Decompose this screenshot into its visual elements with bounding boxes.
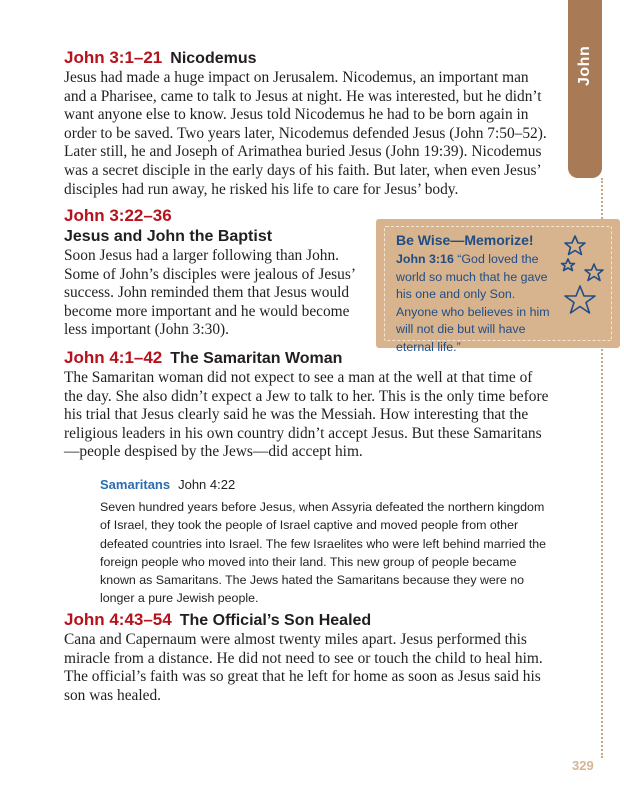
scripture-reference: John 3:22–36 xyxy=(64,206,172,225)
scripture-reference: John 4:1–42 xyxy=(64,348,163,367)
section-title: Nicodemus xyxy=(170,50,257,67)
note-heading xyxy=(100,476,554,494)
memorize-reference: John 3:16 xyxy=(396,252,454,266)
memorize-verse-text: “God loved the world so much that he gave his one and only Son. Anyone who believes in him will not die but will have eternal life.” xyxy=(396,252,550,354)
section-title: The Samaritan Woman xyxy=(170,350,343,367)
section-heading xyxy=(64,610,554,631)
note-title: Samaritans xyxy=(100,477,171,492)
section-body: Soon Jesus had a larger following than John. Some of John’s disciples were jealous of Jesus’ success. John reminded them that Jesus would become more important and he would become less important (John 3:30). xyxy=(64,247,355,339)
section-body: Cana and Capernaum were almost twenty miles apart. Jesus performed this miracle from a distance. He did not need to see or touch the child to heal him. The official’s faith was so great that he left for home as soon as Jesus said his son was healed. xyxy=(64,631,543,704)
chapter-tab-label: John xyxy=(576,45,593,86)
section-officials-son xyxy=(64,610,554,705)
section-title: The Official’s Son Healed xyxy=(179,612,372,629)
section-body: The Samaritan woman did not expect to see a man at the well at that time of the day. She also didn’t expect a Jew to talk to her. This is the only time before his trial that Jesus clearly said he was the Messiah. How interesting that the religious leaders in his own country didn’t accept Jesus. But these Samaritans—people despised by the Jews—did accept him. xyxy=(64,369,549,461)
scripture-reference: John 4:43–54 xyxy=(64,610,172,629)
section-jesus-and-john xyxy=(64,206,364,340)
section-title: Jesus and John the Baptist xyxy=(64,228,273,245)
note-reference: John 4:22 xyxy=(178,477,236,492)
memorize-card xyxy=(376,219,620,354)
stars-icon xyxy=(558,234,612,334)
memorize-title: Be Wise—Memorize! xyxy=(396,232,534,248)
scripture-reference: John 3:1–21 xyxy=(64,48,163,67)
note-body: Seven hundred years before Jesus, when Assyria defeated the northern kingdom of Israel, they took the people of Israel captive and moved people from other defeated countries into Israel. The few Israelites who were left behind married the foreign people who moved into their land. This new group of people became known as Samaritans. The Jews hated the Samaritans because they were no longer a pure Jewish people. xyxy=(100,500,547,606)
section-heading xyxy=(64,206,364,227)
memorize-verse xyxy=(396,251,556,356)
section-heading xyxy=(64,48,554,69)
section-body: Jesus had made a huge impact on Jerusalem. Nicodemus, an important man and a Pharisee, came to talk to Jesus at night. He was interested, but he didn’t want anyone else to know. Jesus told Nicodemus he had to be born again in order to be saved. Two years later, Nicodemus defended Jesus (John 7:50–52). Later still, he and Joseph of Arimathea buried Jesus (John 19:39). Nicodemus was a secret disciple in the early days of his faith. But later, when even Jesus’ disciples had run away, he risked his life to care for Jesus’ body. xyxy=(64,69,547,198)
page-number: 329 xyxy=(572,758,594,773)
section-title-line xyxy=(64,227,364,247)
section-heading xyxy=(64,348,554,369)
section-nicodemus xyxy=(64,48,554,199)
samaritans-note xyxy=(100,476,554,608)
section-samaritan-woman xyxy=(64,348,554,462)
